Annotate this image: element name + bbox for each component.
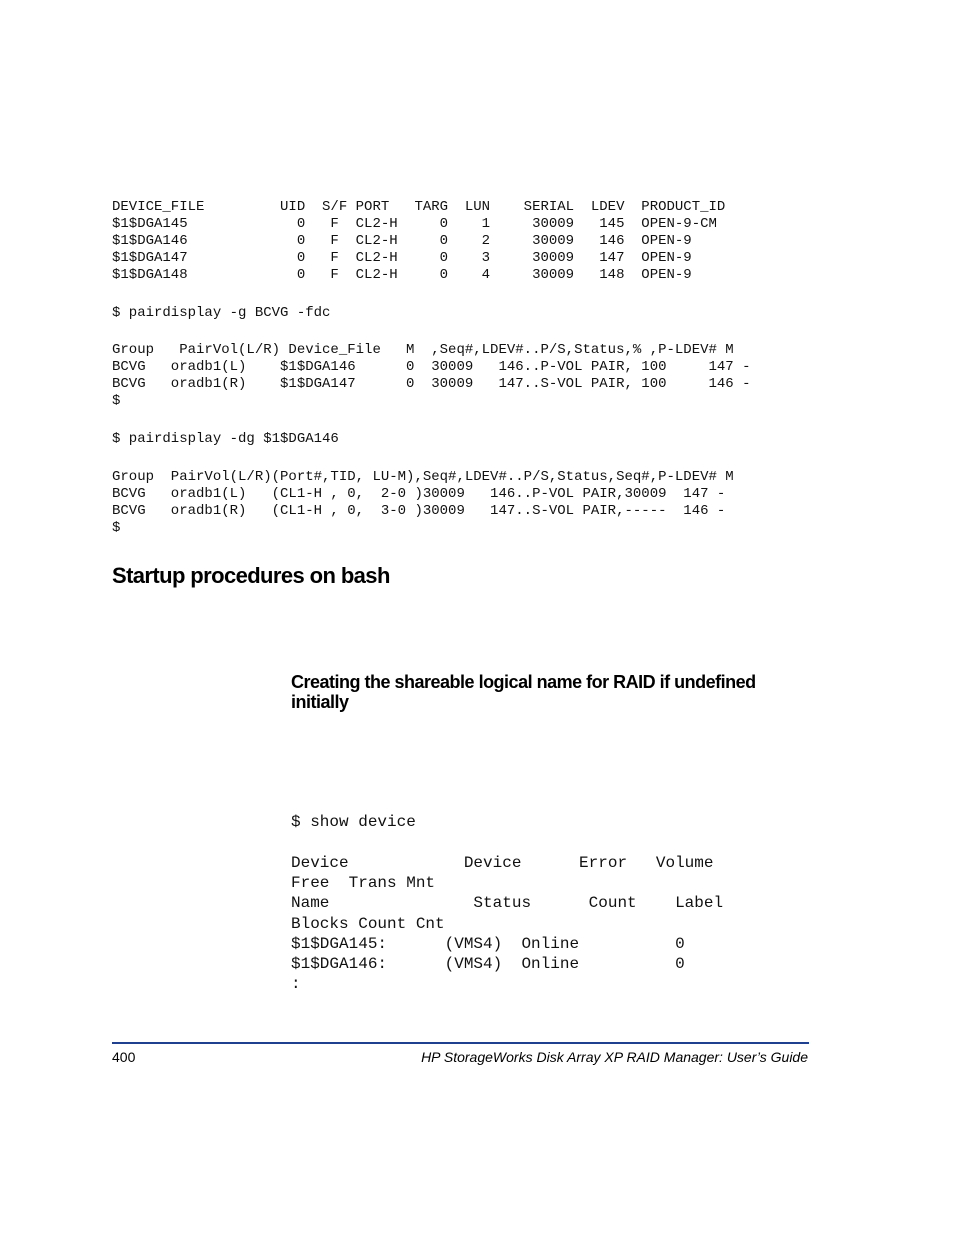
footer-rule xyxy=(112,1042,809,1044)
pairdisplay-device-output: Group PairVol(L/R)(Port#,TID, LU-M),Seq#,LDEV#..P/S,Status,Seq#,P-LDEV# M BCVG oradb1(L) (CL1-H , 0, 2-0 )30009 146..P-VOL PAIR,30009 147 - BCVG oradb1(R) (CL1-H , 0, 3-0 )30009 147..S-VOL PAIR,----- 146 - $ xyxy=(112,469,734,536)
pairdisplay-group-command: $ pairdisplay -g BCVG -fdc xyxy=(112,305,331,321)
show-device-output: Device Device Error Volume Free Trans Mnt Name Status Count Label Blocks Count Cnt $1$DGA145: (VMS4) Online 0 $1$DGA146: (VMS4) Online 0 : xyxy=(291,854,724,994)
pairdisplay-group-output: Group PairVol(L/R) Device_File M ,Seq#,LDEV#..P/S,Status,% ,P-LDEV# M BCVG oradb1(L) $1$DGA146 0 30009 146..P-VOL PAIR, 100 147 - BCVG oradb1(R) $1$DGA147 0 30009 147..S-VOL PAIR, 100 146 - $ xyxy=(112,342,751,409)
pairdisplay-device-command: $ pairdisplay -dg $1$DGA146 xyxy=(112,431,339,447)
section-heading: Startup procedures on bash xyxy=(112,563,390,588)
footer-book-title: HP StorageWorks Disk Array XP RAID Manager: User’s Guide xyxy=(421,1049,808,1065)
subsection-heading: Creating the shareable logical name for RAID if undefined initially xyxy=(291,672,756,712)
show-device-command: $ show device xyxy=(291,813,416,831)
page-number: 400 xyxy=(112,1049,136,1065)
device-table-output: DEVICE_FILE UID S/F PORT TARG LUN SERIAL LDEV PRODUCT_ID $1$DGA145 0 F CL2-H 0 1 30009 145 OPEN-9-CM $1$DGA146 0 F CL2-H 0 2 30009 146 OPEN-9 $1$DGA147 0 F CL2-H 0 3 30009 147 OPEN-9 $1$DGA148 0 F CL2-H 0 4 30009 148 OPEN-9 xyxy=(112,199,726,283)
